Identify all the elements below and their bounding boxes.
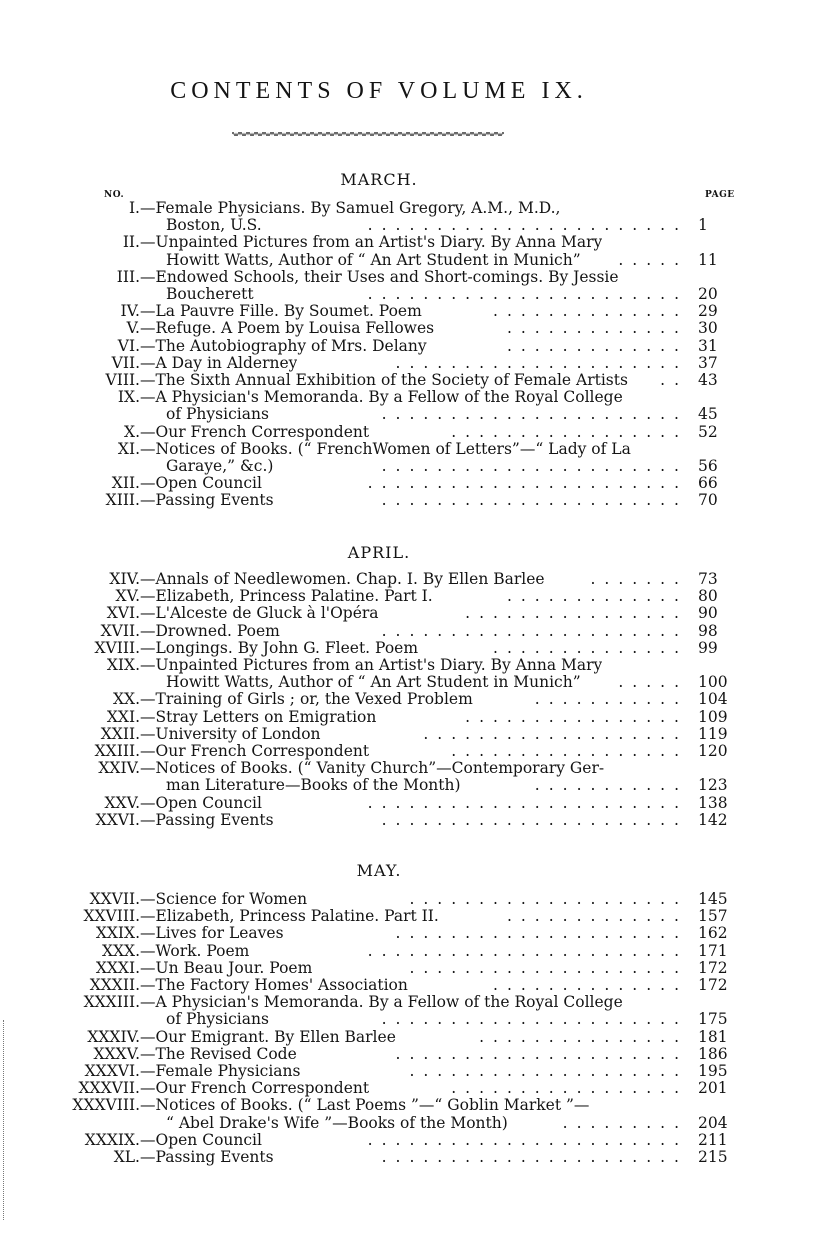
entry-number: X. bbox=[124, 422, 140, 441]
entry-page-number: 90 bbox=[698, 604, 718, 623]
entry-title: —University of London bbox=[140, 725, 321, 743]
entry-page-number: 204 bbox=[698, 1113, 728, 1132]
entry-page-number: 66 bbox=[698, 474, 718, 493]
entry-title: —Work. Poem bbox=[140, 942, 250, 960]
entry-page-number: 138 bbox=[698, 793, 728, 812]
entry-page-number: 145 bbox=[698, 890, 728, 908]
entry-page-number: 29 bbox=[698, 302, 718, 321]
entry-title: —Annals of Needlewomen. Chap. I. By Ellen Barlee bbox=[140, 571, 545, 588]
entry-page-number: 181 bbox=[698, 1027, 728, 1046]
entry-title: —La Pauvre Fille. By Soumet. Poem bbox=[140, 303, 422, 321]
entry-page-number: 171 bbox=[698, 941, 728, 960]
entry-number: III. bbox=[116, 267, 140, 286]
leader-dots: ......... bbox=[562, 1114, 688, 1132]
leader-dots: ...................... bbox=[381, 811, 688, 829]
entry-title: —Elizabeth, Princess Palatine. Part II. bbox=[140, 908, 439, 926]
entry-title: —Notices of Books. (“ Vanity Church”—Contemporary Ger- bbox=[140, 760, 605, 778]
entry-number: XXXII. bbox=[89, 976, 140, 994]
entry-page-number: 157 bbox=[698, 907, 728, 926]
entry-title: —The Autobiography of Mrs. Delany bbox=[140, 337, 427, 355]
entry-number: XXXV. bbox=[93, 1044, 140, 1063]
leader-dots: ...................... bbox=[381, 1149, 688, 1166]
entry-title: —Science for Women bbox=[140, 891, 308, 908]
entry-title-continuation: of Physicians bbox=[166, 406, 269, 424]
entry-number: VIII. bbox=[105, 371, 140, 389]
entry-number: XXXIV. bbox=[87, 1027, 140, 1046]
entry-page-number: 73 bbox=[698, 570, 718, 588]
entry-title: —A Physician's Memoranda. By a Fellow of the Royal College bbox=[140, 389, 623, 407]
section-title: APRIL. bbox=[347, 543, 411, 562]
leader-dots: ..................... bbox=[395, 925, 688, 943]
column-head-page: PAGE bbox=[705, 190, 735, 200]
entry-number: XVII. bbox=[100, 621, 140, 640]
leader-dots: ............. bbox=[506, 320, 688, 338]
entry-title-continuation: “ Abel Drake's Wife ”—Books of the Month) bbox=[166, 1114, 508, 1132]
entry-number: XXXVII. bbox=[78, 1079, 140, 1098]
leader-dots: ................. bbox=[451, 743, 688, 760]
leader-dots: ................. bbox=[451, 423, 688, 441]
leader-dots: ..... bbox=[618, 251, 688, 269]
entry-title: —Our French Correspondent bbox=[140, 743, 370, 760]
entry-number: XI. bbox=[117, 439, 140, 458]
entry-page-number: 43 bbox=[698, 371, 718, 389]
entry-title: —Passing Events bbox=[140, 1149, 274, 1166]
entry-number: XXVI. bbox=[95, 810, 140, 829]
leader-dots: ................ bbox=[465, 708, 688, 726]
leader-dots: ...................... bbox=[381, 622, 688, 640]
entry-page-number: 175 bbox=[698, 1010, 728, 1029]
entry-title: —Female Physicians bbox=[140, 1063, 301, 1080]
leader-dots: .. bbox=[660, 372, 688, 389]
page-title: CONTENTS OF VOLUME IX. bbox=[170, 78, 588, 104]
entry-page-number: 30 bbox=[698, 319, 718, 338]
entry-title: —L'Alceste de Gluck à l'Opéra bbox=[140, 605, 379, 623]
leader-dots: .................... bbox=[409, 959, 688, 977]
entry-page-number: 37 bbox=[698, 353, 718, 372]
entry-page-number: 120 bbox=[698, 742, 728, 760]
entry-title: —The Revised Code bbox=[140, 1045, 297, 1063]
entry-number: V. bbox=[126, 319, 140, 338]
entry-page-number: 172 bbox=[698, 976, 728, 994]
entry-number: XXXVI. bbox=[84, 1062, 140, 1080]
entry-number: I. bbox=[128, 199, 140, 217]
entry-number: XVI. bbox=[106, 604, 140, 623]
entry-page-number: 1 bbox=[698, 216, 708, 235]
entry-page-number: 98 bbox=[698, 621, 718, 640]
page-edge-mark bbox=[3, 1020, 6, 1220]
entry-title: —Passing Events bbox=[140, 492, 274, 510]
entry-title: —Open Council bbox=[140, 1131, 262, 1149]
entry-title-continuation: Garaye,” &c.) bbox=[166, 457, 274, 475]
entry-number: XIV. bbox=[109, 570, 140, 588]
entry-number: XIII. bbox=[105, 491, 140, 510]
entry-number: XXXVIII. bbox=[72, 1096, 140, 1115]
entry-page-number: 56 bbox=[698, 456, 718, 475]
leader-dots: ...................... bbox=[381, 1011, 688, 1029]
leader-dots: ..... bbox=[618, 674, 688, 692]
entry-page-number: 215 bbox=[698, 1148, 728, 1166]
entry-page-number: 80 bbox=[698, 587, 718, 606]
entry-title: —Training of Girls ; or, the Vexed Problem bbox=[140, 691, 473, 709]
entry-number: XXXIII. bbox=[83, 993, 140, 1012]
entry-page-number: 211 bbox=[698, 1130, 728, 1149]
entry-page-number: 109 bbox=[698, 707, 728, 726]
entry-page-number: 186 bbox=[698, 1044, 728, 1063]
leader-dots: ................ bbox=[465, 605, 688, 623]
leader-dots: ....... bbox=[590, 571, 688, 588]
entry-title: —Elizabeth, Princess Palatine. Part I. bbox=[140, 588, 433, 606]
leader-dots: ................. bbox=[451, 1080, 688, 1098]
leader-dots: ............. bbox=[506, 588, 688, 606]
entry-number: VI. bbox=[117, 336, 140, 355]
entry-title: —Our French Correspondent bbox=[140, 423, 370, 441]
entry-title: —Open Council bbox=[140, 475, 262, 493]
entry-title: —Notices of Books. (“ FrenchWomen of Letters”—“ Lady of La bbox=[140, 440, 631, 458]
entry-title: —Our Emigrant. By Ellen Barlee bbox=[140, 1028, 396, 1046]
entry-page-number: 99 bbox=[698, 638, 718, 657]
column-head-no: NO. bbox=[104, 190, 125, 200]
entry-number: VII. bbox=[111, 353, 140, 372]
leader-dots: ........... bbox=[534, 777, 688, 795]
leader-dots: ..................... bbox=[395, 1045, 688, 1063]
leader-dots: ............. bbox=[506, 908, 688, 926]
leader-dots: ................... bbox=[423, 725, 688, 743]
entry-number: XXXIX. bbox=[84, 1130, 140, 1149]
entry-title: —The Sixth Annual Exhibition of the Society of Female Artists bbox=[140, 372, 628, 389]
entry-title: —Lives for Leaves bbox=[140, 925, 284, 943]
entry-page-number: 123 bbox=[698, 776, 728, 795]
entry-number: IX. bbox=[117, 388, 140, 407]
entry-page-number: 172 bbox=[698, 958, 728, 977]
entry-page-number: 195 bbox=[698, 1062, 728, 1080]
entry-title: —Un Beau Jour. Poem bbox=[140, 959, 313, 977]
entry-title: —Notices of Books. (“ Last Poems ”—“ Goblin Market ”— bbox=[140, 1097, 590, 1115]
leader-dots: ....................... bbox=[367, 942, 688, 960]
leader-dots: .............. bbox=[493, 977, 688, 994]
entry-number: XXV. bbox=[104, 793, 140, 812]
entry-title-continuation: Boston, U.S. bbox=[166, 217, 262, 235]
entry-title-continuation: Howitt Watts, Author of “ An Art Student in Munich” bbox=[166, 674, 581, 692]
entry-title: —Unpainted Pictures from an Artist's Diary. By Anna Mary bbox=[140, 234, 603, 252]
entry-title: —A Day in Alderney bbox=[140, 354, 298, 372]
entry-number: XXIII. bbox=[94, 742, 140, 760]
entry-title: —Passing Events bbox=[140, 811, 274, 829]
entry-title: —Stray Letters on Emigration bbox=[140, 708, 377, 726]
leader-dots: ...................... bbox=[381, 492, 688, 510]
entry-page-number: 100 bbox=[698, 673, 728, 692]
entry-title-continuation: Howitt Watts, Author of “ An Art Student in Munich” bbox=[166, 251, 581, 269]
leader-dots: .................... bbox=[409, 1063, 688, 1080]
leader-dots: .............. bbox=[493, 639, 688, 657]
entry-page-number: 31 bbox=[698, 336, 718, 355]
leader-dots: ....................... bbox=[367, 794, 688, 812]
entry-page-number: 45 bbox=[698, 405, 718, 424]
entry-number: XV. bbox=[115, 587, 140, 606]
section-title: MAY. bbox=[356, 861, 402, 880]
leader-dots: ....................... bbox=[367, 217, 688, 235]
entry-title: —The Factory Homes' Association bbox=[140, 977, 408, 994]
entry-page-number: 142 bbox=[698, 810, 728, 829]
entry-number: XXIX. bbox=[95, 924, 140, 943]
entry-number: XL. bbox=[113, 1148, 140, 1166]
entry-number: XXXI. bbox=[95, 958, 140, 977]
entry-title: —Unpainted Pictures from an Artist's Diary. By Anna Mary bbox=[140, 657, 603, 674]
leader-dots: ...................... bbox=[381, 457, 688, 475]
entry-page-number: 52 bbox=[698, 422, 718, 441]
entry-number: IV. bbox=[120, 302, 140, 321]
entry-number: XIX. bbox=[106, 656, 140, 674]
entry-page-number: 11 bbox=[698, 250, 718, 269]
entry-title: —Drowned. Poem bbox=[140, 622, 280, 640]
leader-dots: ....................... bbox=[367, 1131, 688, 1149]
entry-title-continuation: of Physicians bbox=[166, 1011, 269, 1029]
entry-number: XII. bbox=[111, 474, 140, 493]
entry-title: —Open Council bbox=[140, 794, 262, 812]
section-title: MARCH. bbox=[340, 170, 418, 189]
entry-title-continuation: man Literature—Books of the Month) bbox=[166, 777, 461, 795]
entry-page-number: 119 bbox=[698, 724, 728, 743]
entry-number: XX. bbox=[113, 690, 140, 709]
entry-page-number: 104 bbox=[698, 690, 728, 709]
leader-dots: ............. bbox=[506, 337, 688, 355]
entry-title-continuation: Boucherett bbox=[166, 285, 254, 303]
leader-dots: .................... bbox=[409, 891, 688, 908]
leader-dots: ............... bbox=[479, 1028, 688, 1046]
entry-number: XVIII. bbox=[94, 638, 140, 657]
entry-number: II. bbox=[122, 233, 140, 252]
entry-title: —Longings. By John G. Fleet. Poem bbox=[140, 639, 419, 657]
entry-number: XXII. bbox=[100, 724, 140, 743]
entry-page-number: 162 bbox=[698, 924, 728, 943]
decorative-wavy-rule bbox=[232, 130, 504, 138]
entry-number: XXVII. bbox=[89, 890, 140, 908]
entry-title: —Female Physicians. By Samuel Gregory, A.M., M.D., bbox=[140, 200, 561, 217]
entry-title: —A Physician's Memoranda. By a Fellow of the Royal College bbox=[140, 994, 623, 1012]
entry-page-number: 20 bbox=[698, 284, 718, 303]
entry-page-number: 201 bbox=[698, 1079, 728, 1098]
entry-page-number: 70 bbox=[698, 491, 718, 510]
leader-dots: ...................... bbox=[381, 406, 688, 424]
entry-title: —Our French Correspondent bbox=[140, 1080, 370, 1098]
leader-dots: .............. bbox=[493, 303, 688, 321]
leader-dots: ........... bbox=[534, 691, 688, 709]
entry-number: XXIV. bbox=[98, 759, 140, 778]
entry-title: —Endowed Schools, their Uses and Short-comings. By Jessie bbox=[140, 268, 619, 286]
leader-dots: ..................... bbox=[395, 354, 688, 372]
leader-dots: ....................... bbox=[367, 475, 688, 493]
entry-number: XXVIII. bbox=[83, 907, 140, 926]
leader-dots: ....................... bbox=[367, 285, 688, 303]
entry-title: —Refuge. A Poem by Louisa Fellowes bbox=[140, 320, 435, 338]
entry-number: XXX. bbox=[101, 941, 140, 960]
entry-number: XXI. bbox=[106, 707, 140, 726]
